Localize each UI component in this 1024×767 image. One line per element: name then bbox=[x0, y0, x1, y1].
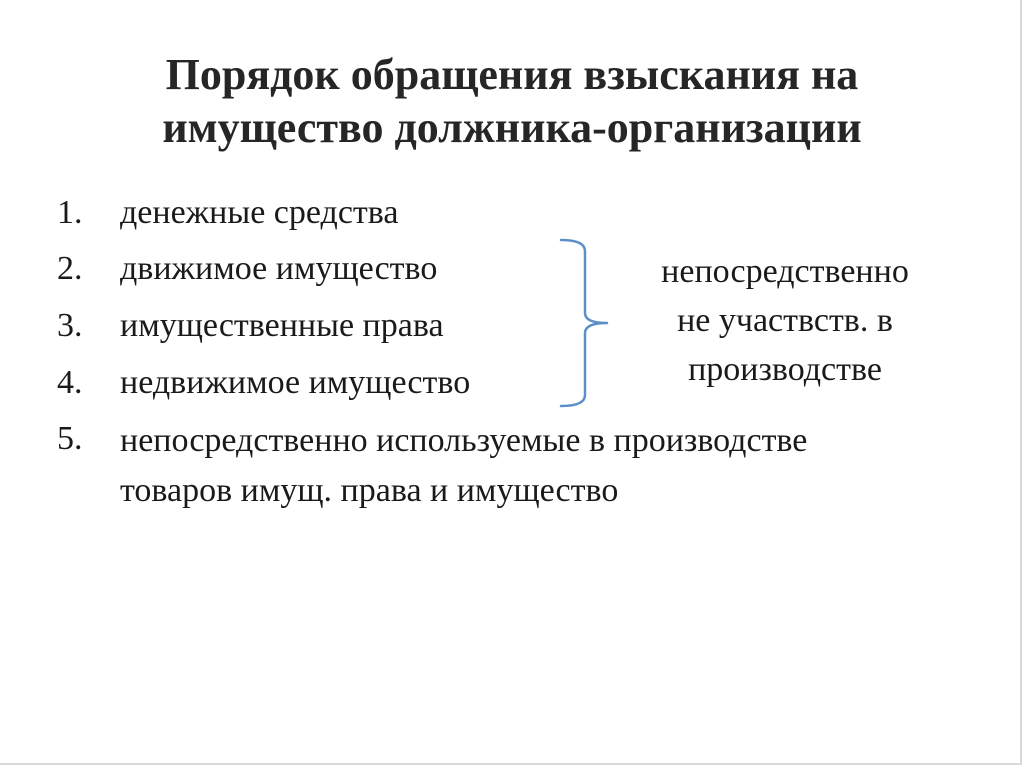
list-item-text-line: движимое имущество bbox=[120, 250, 438, 287]
list-item-text-line: товаров имущ. права и имущество bbox=[120, 472, 619, 509]
annotation-line: производстве bbox=[688, 351, 882, 388]
list-item-text-line: непосредственно используемые в производстве bbox=[120, 422, 808, 459]
title-line-2: имущество должника-организации bbox=[162, 103, 862, 152]
brace-stroke bbox=[561, 240, 607, 406]
list-item-text-line: имущественные права bbox=[120, 307, 444, 344]
list-item-number: 1. bbox=[57, 194, 83, 231]
list-item-number: 2. bbox=[57, 250, 83, 287]
list-item-text bbox=[120, 416, 807, 516]
right-curly-brace bbox=[555, 237, 615, 409]
annotation-line: не участвств. в bbox=[677, 302, 893, 339]
list-item-text bbox=[120, 190, 398, 236]
list-item-text-line: денежные средства bbox=[120, 194, 399, 231]
list-item-text-line: недвижимое имущество bbox=[120, 364, 471, 401]
list-item-text bbox=[120, 303, 444, 349]
list-item-text bbox=[120, 246, 437, 292]
list-item-number: 4. bbox=[57, 364, 83, 401]
list-item-text bbox=[120, 360, 470, 406]
title-line-1: Порядок обращения взыскания на bbox=[165, 50, 859, 99]
annotation-line: непосредственно bbox=[661, 253, 909, 290]
list-item-number: 5. bbox=[57, 420, 83, 457]
list-item-number: 3. bbox=[57, 307, 83, 344]
brace-annotation bbox=[630, 247, 940, 394]
